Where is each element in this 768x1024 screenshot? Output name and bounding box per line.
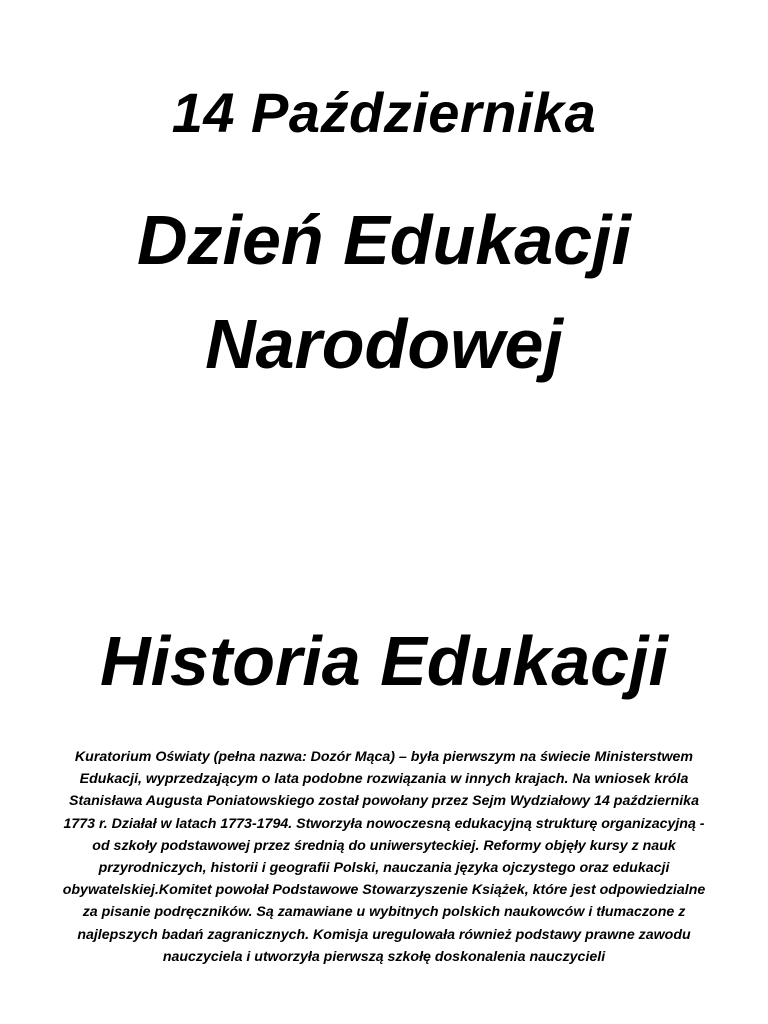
- title-line-2: Narodowej: [205, 305, 563, 383]
- title-line-1: Dzień Edukacji: [136, 201, 632, 279]
- page-title: [40, 188, 728, 396]
- date-heading: 14 Października: [171, 81, 597, 144]
- section-heading: Historia Edukacji: [100, 622, 668, 700]
- body-paragraph: Kuratorium Oświaty (pełna nazwa: Dozór Mąca) – była pierwszym na świecie Ministerstwem Edukacji, wyprzedzającym o lata podobne rozwiązania w innych krajach. Na wniosek króla Stanisława Augusta Poniatowskiego został powołany przez Sejm Wydziałowy 14 października 1773 r. Działał w latach 1773-1794. Stworzyła nowoczesną edukacyjną strukturę organizacyjną - od szkoły podstawowej przez średnią do uniwersyteckiej. Reformy objęły kursy z nauk przyrodniczych, historii i geografii Polski, nauczania języka ojczystego oraz edukacji obywatelskiej.Komitet powołał Podstawowe Stowarzyszenie Książek, które jest odpowiedzialne za pisanie podręczników. Są zamawiane u wybitnych polskich naukowców i tłumaczone z najlepszych badań zagranicznych. Komisja uregulowała również podstawy prawne zawodu nauczyciela i utworzyła pierwszą szkołę doskonalenia nauczycieli: [62, 749, 706, 965]
